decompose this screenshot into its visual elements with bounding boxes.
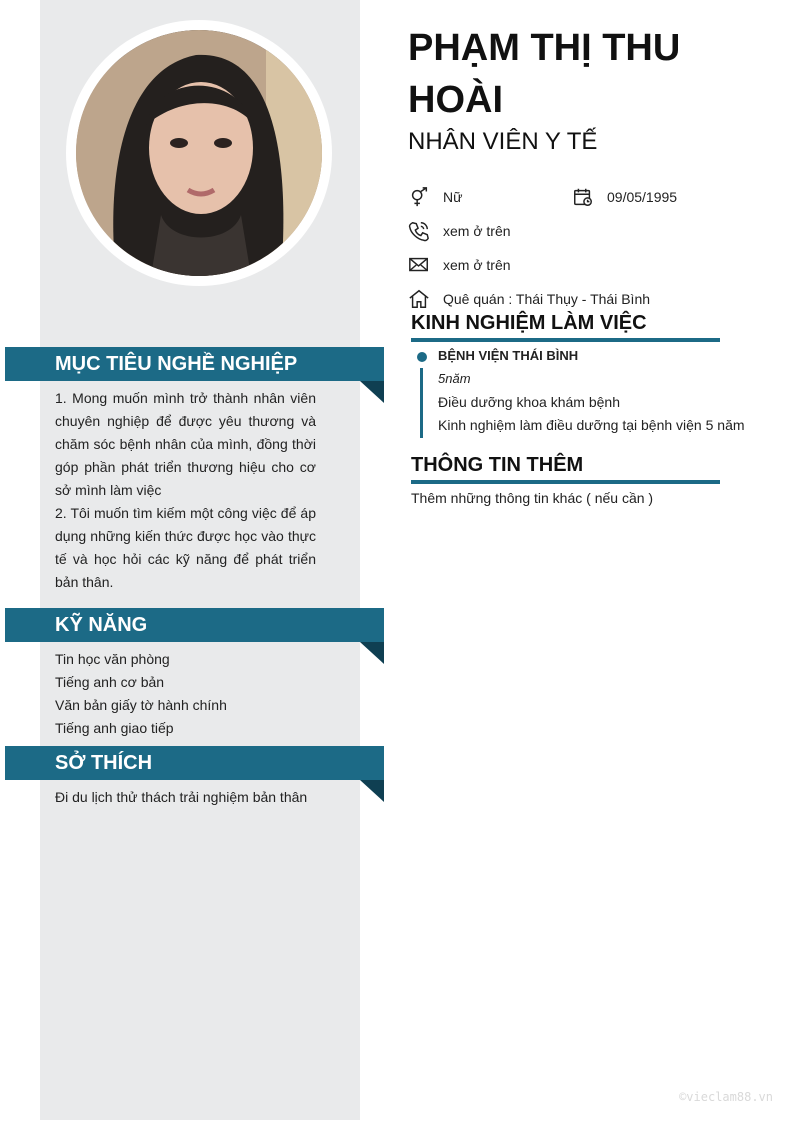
birthdate-row — [572, 186, 677, 208]
phone-value: xem ở trên — [443, 223, 511, 239]
hobbies-heading: SỞ THÍCH — [5, 746, 384, 780]
phone-icon — [408, 220, 430, 242]
envelope-icon — [408, 254, 430, 276]
job-title: NHÂN VIÊN Y TẾ — [408, 128, 598, 155]
avatar-frame — [66, 20, 332, 286]
skill-item: Tiếng anh cơ bản — [55, 674, 165, 690]
skills-heading: KỸ NĂNG — [5, 608, 384, 642]
experience-description: Kinh nghiệm làm điều dưỡng tại bệnh viện 5 năm — [438, 417, 745, 433]
skill-item: Tiếng anh giao tiếp — [55, 720, 174, 736]
timeline-line — [420, 368, 423, 438]
objective-paragraph: 2. Tôi muốn tìm kiếm một công việc để áp dụng những kiến thức được học vào thực tế và học hỏi các kỹ năng để phát triển bản thân. — [55, 505, 316, 590]
company-name: BỆNH VIỆN THÁI BÌNH — [438, 348, 579, 363]
objective-text — [55, 387, 316, 594]
banner-fold — [360, 642, 384, 664]
timeline-dot — [417, 352, 427, 362]
candidate-name: PHẠM THỊ THU HOÀI — [408, 27, 681, 121]
skill-item: Văn bản giấy tờ hành chính — [55, 697, 227, 713]
banner-fold — [360, 780, 384, 802]
gender-icon — [408, 186, 430, 208]
gender-row — [408, 186, 462, 208]
experience-heading: KINH NGHIỆM LÀM VIỆC — [411, 312, 720, 342]
watermark: ©vieclam88.vn — [679, 1090, 773, 1104]
banner-fold — [360, 381, 384, 403]
phone-row — [408, 220, 511, 242]
experience-position: Điều dưỡng khoa khám bệnh — [438, 394, 620, 410]
objective-paragraph: 1. Mong muốn mình trở thành nhân viên chuyên nghiệp để được yêu thương và chăm sóc bệnh nhân của mình, đồng thời góp phần phát triển thương hiệu cho cơ sở mình làm việc — [55, 390, 316, 498]
birthdate-value: 09/05/1995 — [607, 189, 678, 205]
hobbies-text: Đi du lịch thử thách trải nghiệm bản thân — [55, 789, 308, 805]
skill-item: Tin học văn phòng — [55, 651, 170, 667]
experience-duration: 5năm — [438, 371, 471, 386]
gender-value: Nữ — [443, 189, 463, 205]
email-value: xem ở trên — [443, 257, 511, 273]
calendar-icon — [572, 186, 594, 208]
objective-heading: MỤC TIÊU NGHỀ NGHIỆP — [5, 347, 384, 381]
home-icon — [408, 288, 430, 310]
hometown-value: Quê quán : Thái Thụy - Thái Bình — [443, 291, 651, 307]
extra-heading: THÔNG TIN THÊM — [411, 454, 720, 484]
avatar — [76, 30, 322, 276]
skills-list — [55, 648, 316, 740]
extra-text: Thêm những thông tin khác ( nếu cần ) — [411, 490, 654, 506]
hometown-row — [408, 288, 650, 310]
email-row — [408, 254, 511, 276]
